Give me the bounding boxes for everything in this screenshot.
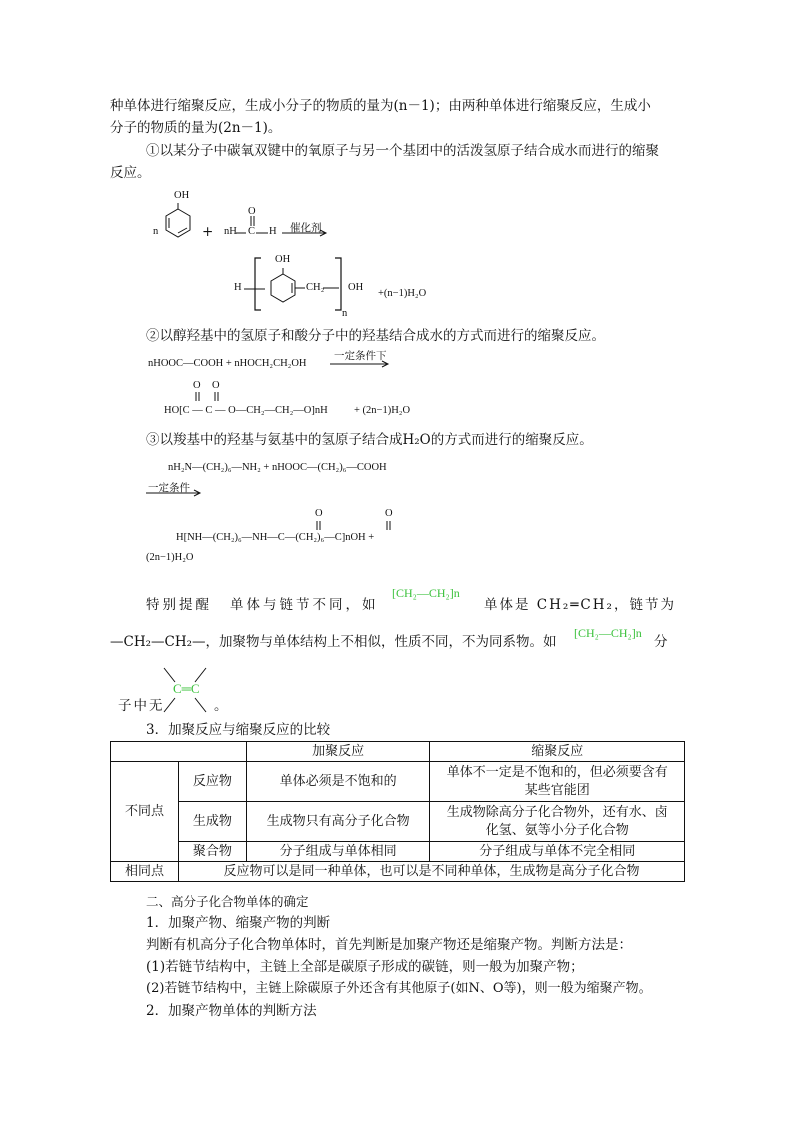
intro-line-2: 分子的物质的量为(2n－1)。 — [110, 120, 282, 136]
table-cell — [430, 762, 685, 802]
case3-o2: O — [385, 508, 393, 519]
reaction-arrow-icon — [282, 230, 328, 238]
note-text-6: 。 — [214, 698, 228, 714]
comparison-table — [110, 741, 685, 882]
table-cell-line: 生成物除高分子化合物外，还有水、卤 — [446, 804, 668, 820]
case2-byproduct: + (2n−1)H₂O — [354, 405, 411, 416]
table-row — [111, 862, 685, 882]
product-oh: OH — [348, 282, 364, 293]
note-text-5: 子中无 — [118, 698, 165, 714]
product-ch2: CH₂ — [306, 282, 325, 293]
case2-text: ②以醇羟基中的氢原子和酸分子中的羟基结合成水的方式而进行的缩聚反应。 — [146, 328, 605, 344]
case3-product: H[NH—(CH₂)₆—NH—C—(CH₂)₆—C]nOH + — [176, 532, 375, 543]
table-row-label: 聚合物 — [178, 842, 246, 862]
note-text-3: —CH₂—CH₂—，加聚物与单体结构上不相似，性质不同，不为同系物。如 — [110, 634, 557, 650]
table-cell: 分子组成与单体相同 — [246, 842, 430, 862]
case3-o1: O — [315, 508, 323, 519]
table-row-label: 反应物 — [178, 762, 246, 802]
table-header-suoju: 缩聚反应 — [430, 742, 685, 762]
section-ii-title: 二、高分子化合物单体的确定 — [146, 894, 309, 909]
section-ii-p2: (1)若链节结构中，主链上全部是碳原子形成的碳链，则一般为加聚产物； — [146, 959, 584, 975]
case2-product: HO[C — C — O—CH₂—CH₂—O]nH — [164, 405, 328, 416]
section-ii-s2: 2．加聚产物单体的判断方法 — [146, 1003, 317, 1019]
note-polymer-1: [CH₂—CH₂]n — [392, 586, 460, 600]
section-ii-s1: 1．加聚产物、缩聚产物的判断 — [146, 915, 331, 931]
section-ii-p1: 判断有机高分子化合物单体时，首先判断是加聚产物还是缩聚产物。判断方法是： — [146, 937, 632, 953]
case3-byproduct: (2n−1)H₂O — [146, 552, 194, 563]
aldehyde-h: H — [269, 226, 277, 237]
phenol-ring-icon — [164, 203, 194, 243]
note-text-2: 单体是 CH₂═CH₂，链节为 — [484, 597, 676, 613]
table-same-text: 反应物可以是同一种单体，也可以是不同种单体，生成物是高分子化合物 — [178, 862, 684, 882]
case1-text-a: ①以某分子中碳氧双键中的氧原子与另一个基团中的活泼氢原子结合成水而进行的缩聚 — [146, 143, 659, 159]
case3-text: ③以羧基中的羟基与氨基中的氢原子结合成H₂O的方式而进行的缩聚反应。 — [146, 432, 593, 448]
table-row-label: 生成物 — [178, 802, 246, 842]
product-oh-top: OH — [275, 254, 291, 265]
table-header-row — [111, 742, 685, 762]
note-label: 特别提醒 — [146, 597, 212, 613]
table-butong-label: 不同点 — [111, 762, 179, 862]
table-header-empty — [111, 742, 247, 762]
table-cell: 分子组成与单体不完全相同 — [430, 842, 685, 862]
aldehyde-bonds-icon — [236, 232, 286, 236]
case2-o1: O — [193, 380, 201, 391]
table-cell: 生成物只有高分子化合物 — [246, 802, 430, 842]
note-text-1: 单体与链节不同，如 — [230, 597, 379, 613]
table-cell-line: 化氢、氨等小分子化合物 — [485, 822, 629, 838]
catalyst-label: 催化剂 — [290, 223, 322, 234]
case2-o2: O — [212, 380, 220, 391]
case2-condition: 一定条件下 — [334, 351, 387, 362]
table-header-jiaju: 加聚反应 — [246, 742, 430, 762]
case2-reactants: nHOOC—COOH + nHOCH₂CH₂OH — [148, 358, 307, 369]
product-h: H — [234, 282, 242, 293]
section3-title: 3．加聚反应与缩聚反应的比较 — [146, 722, 331, 738]
section-ii-p3: (2)若链节结构中，主链上除碳原子外还含有其他原子(如N、O等)，则一般为缩聚产物。 — [146, 981, 652, 996]
case2-arrow-icon — [330, 361, 390, 369]
plus-sign: + — [202, 224, 214, 240]
product-n: n — [342, 308, 348, 319]
aldehyde-c: C — [248, 226, 256, 237]
product-ring-icon — [243, 258, 353, 318]
aldehyde-o: O — [248, 206, 256, 217]
case3-arrow-icon — [146, 490, 202, 498]
case3-reactants: nH₂N—(CH₂)₆—NH₂ + nHOOC—(CH₂)₆—COOH — [168, 462, 387, 473]
table-cell: 单体必须是不饱和的 — [246, 762, 430, 802]
table-same-label: 相同点 — [111, 862, 179, 882]
table-cell — [430, 802, 685, 842]
note-text-4: 分 — [654, 634, 668, 650]
table-row — [111, 762, 685, 802]
note-polymer-2: [CH₂—CH₂]n — [574, 626, 642, 640]
aldehyde-nh: nH — [224, 226, 237, 237]
case2-double-bonds-icon — [194, 392, 220, 404]
intro-line-1: 种单体进行缩聚反应，生成小分子的物质的量为(n－1)；由两种单体进行缩聚反应，生成小 — [110, 98, 651, 114]
phenol-n: n — [153, 226, 159, 237]
table-cell-line: 单体不一定是不饱和的，但必须要含有 — [446, 764, 668, 780]
table-cell-line: 某些官能团 — [524, 782, 590, 798]
case1-text-b: 反应。 — [110, 165, 151, 181]
table-row — [111, 802, 685, 842]
note-cc: C═C — [173, 681, 200, 696]
case1-byproduct: +(n−1)H₂O — [378, 288, 427, 299]
table-row — [111, 842, 685, 862]
case3-condition: 一定条件 — [148, 483, 190, 494]
phenol-oh-label: OH — [174, 190, 190, 201]
